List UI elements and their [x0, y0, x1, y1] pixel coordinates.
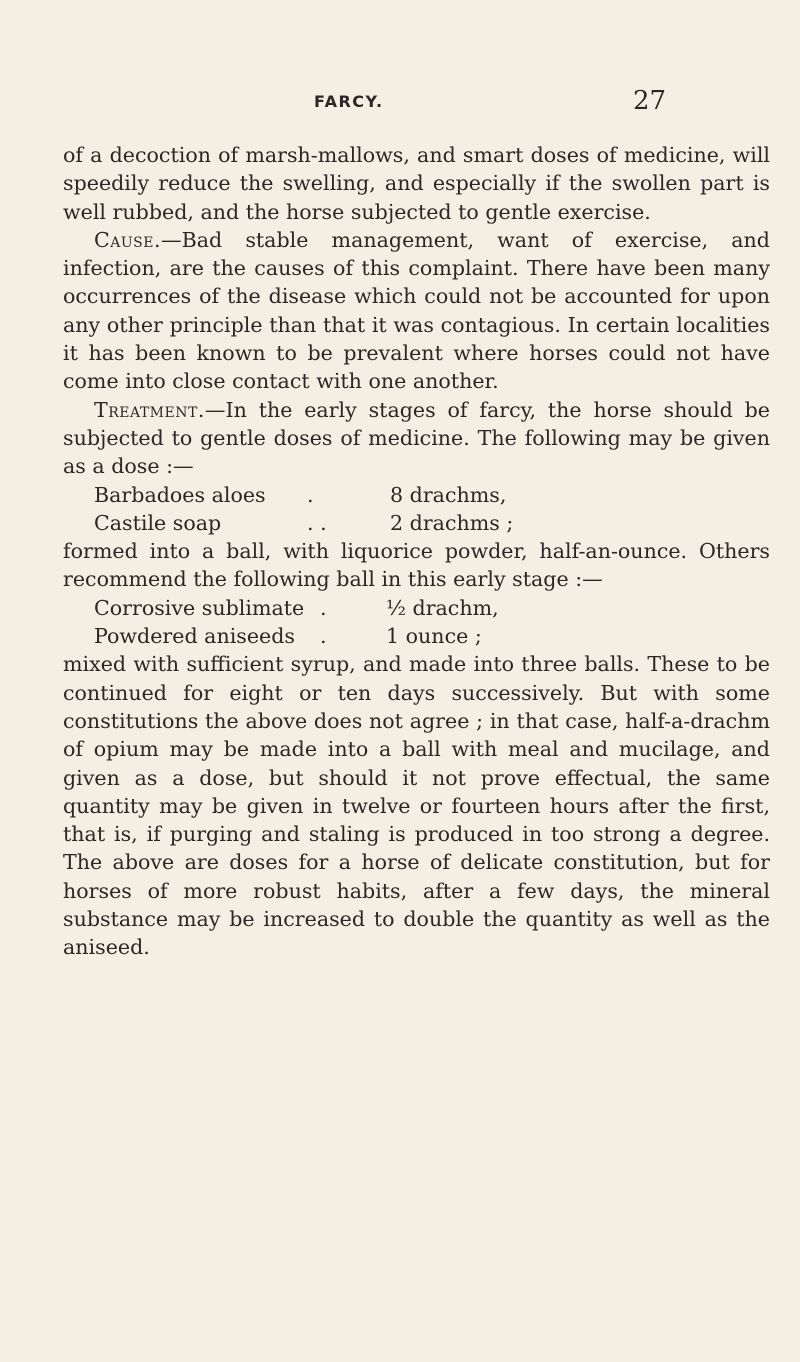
- page-number: 27: [633, 86, 667, 116]
- ingredient: Powdered aniseeds: [94, 624, 295, 649]
- quantity: 2 drachms ;: [390, 510, 514, 535]
- leader-dots: .: [320, 595, 327, 620]
- paragraph-syrup-balls: mixed with sufficient syrup, and made into three balls. These to be continued for eight or ten days successively. But with some constitutions the above does not agree ; in that case, half-a-drachm of opium may be made into a ball with meal and mucilage, and given as a dose, but should it not prove effectual, the same quantity may be given in twelve or fourteen hours after the first, that is, if purging and staling is produced in too strong a degree. The above are doses for a horse of delicate constitution, but for horses of more robust habits, after a few days, the mineral substance may be increased to double the quantity as well as the aniseed.: [63, 652, 770, 960]
- recipe-aloes-ball: [63, 481, 770, 538]
- treatment-text: —In the early stages of farcy, the horse should be subjected to gentle doses of medicine. The following may be given as a dose :—: [63, 397, 770, 479]
- paragraph-liquorice: formed into a ball, with liquorice powder, half-an-ounce. Others recommend the following ball in this early stage :—: [63, 539, 770, 592]
- paragraph-treatment: [63, 396, 770, 481]
- page-header: [0, 86, 800, 122]
- quantity: 8 drachms,: [390, 482, 507, 507]
- cause-text: —Bad stable management, want of exercise, and infection, are the causes of this complaint. There have been many occurrences of the disease which could not be accounted for upon any other principle than that it was contagious. In certain localities it has been known to be prevalent where horses could not have come into close contact with one another.: [63, 227, 770, 394]
- ingredient: Corrosive sublimate: [94, 595, 305, 620]
- paragraph-cause: [63, 226, 770, 396]
- leader-dots: . .: [307, 510, 327, 535]
- page-body: [63, 141, 770, 962]
- recipe-line: [63, 509, 770, 537]
- quantity: ½ drachm,: [386, 595, 499, 620]
- treatment-heading: Treatment.: [94, 397, 205, 422]
- paragraph-marsh-mallows: of a decoction of marsh-mallows, and smart doses of medicine, will speedily reduce the swelling, and especially if the swollen part is well rubbed, and the horse subjected to gentle exercise.: [63, 143, 770, 224]
- recipe-line: [63, 594, 770, 622]
- cause-heading: Cause.: [94, 227, 162, 252]
- running-head: FARCY.: [314, 92, 384, 111]
- leader-dots: .: [307, 482, 314, 507]
- recipe-sublimate-ball: [63, 594, 770, 651]
- recipe-line: [63, 622, 770, 650]
- recipe-line: [63, 481, 770, 509]
- ingredient: Barbadoes aloes: [94, 482, 266, 507]
- ingredient: Castile soap: [94, 510, 222, 535]
- leader-dots: .: [320, 624, 327, 649]
- quantity: 1 ounce ;: [386, 624, 482, 649]
